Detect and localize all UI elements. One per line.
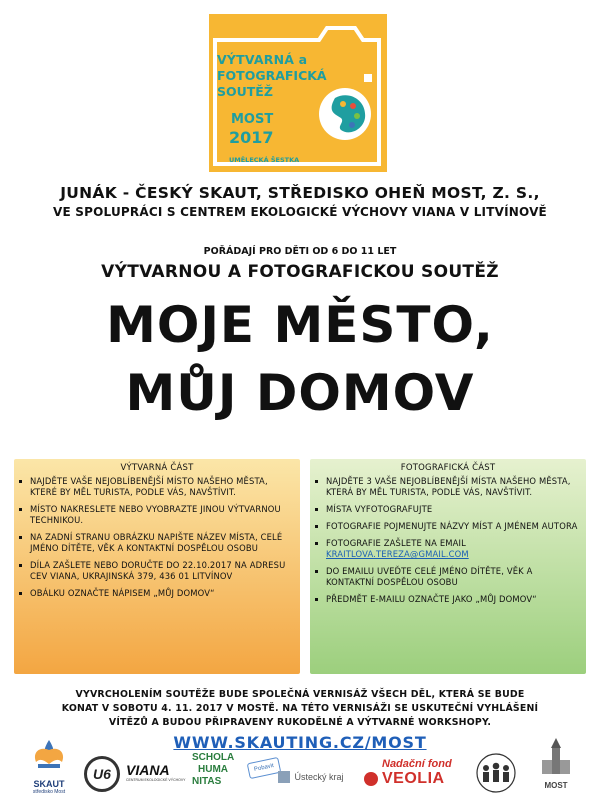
list-item <box>314 476 580 498</box>
organizer-heading: JUNÁK - ČESKÝ SKAUT, STŘEDISKO OHEŇ MOST, Z. S., <box>60 184 540 202</box>
family-circle-icon <box>468 752 524 794</box>
main-title-line1: MOJE MĚSTO, <box>106 296 494 354</box>
logo-line4: MOST <box>231 112 274 127</box>
age-subheading: POŘÁDAJÍ PRO DĚTI OD 6 DO 11 LET <box>203 246 397 257</box>
schola-text: SCHOLA <box>192 752 235 763</box>
ustecky-kraj-logo <box>278 768 358 786</box>
logo-line3: SOUTĚŽ <box>217 84 273 99</box>
veolia-text: VEOLIA <box>382 770 445 787</box>
logo-line1: VÝTVARNÁ a <box>217 52 308 67</box>
closing-paragraph <box>44 688 556 730</box>
list-item <box>18 560 294 582</box>
list-item-text: NAJDĚTE VAŠE NEJOBLÍBENĚJŠÍ MÍSTO NAŠEHO MĚSTA, KTERÉ BY MĚL TURISTA, PODLE VÁS, NAVŠTÍVIT. <box>30 476 268 497</box>
list-item <box>18 532 294 554</box>
list-item <box>18 476 294 498</box>
list-item-text: MÍSTO NAKRESLETE NEBO VYOBRAZTE JINOU VÝTVARNOU TECHNIKOU. <box>30 504 281 525</box>
photo-section-heading: FOTOGRAFICKÁ ČÁST <box>400 463 496 473</box>
nadacni-fond-text: Nadační fond <box>382 758 452 770</box>
skaut-logo <box>24 738 74 796</box>
skaut-logo-subtext: středisko Most <box>32 789 66 795</box>
list-item-text: NAJDĚTE 3 VAŠE NEJOBLÍBENĚJŠÍ MÍSTA NAŠEHO MĚSTA, KTERÁ BY MĚL TURISTA, PODLE VÁS, NAVŠTÍVIT. <box>326 476 571 497</box>
skaut-lily-icon <box>24 738 74 774</box>
viana-logo-subtext: CENTRUM EKOLOGICKÉ VÝCHOVY <box>126 778 186 782</box>
schola-text: NITAS <box>192 776 222 787</box>
photo-rules-list <box>314 476 580 611</box>
church-tower-icon <box>536 738 576 776</box>
bullet-icon <box>19 508 22 511</box>
list-item-text: DÍLA ZAŠLETE NEBO DORUČTE DO 22.10.2017 NA ADRESU CEV VIANA, UKRAJINSKÁ 379, 436 01 LITVÍNOV <box>30 560 286 581</box>
list-item-text: FOTOGRAFIE ZAŠLETE NA EMAIL <box>326 538 466 548</box>
most-city-logo <box>528 738 584 796</box>
list-item-text: NA ZADNÍ STRANU OBRÁZKU NAPIŠTE NÁZEV MÍSTA, CELÉ JMÉNO DÍTĚTE, VĚK A KONTAKTNÍ DOSPĚLOU OSOBU <box>30 532 283 553</box>
closing-line: VÍTĚZŮ A BUDOU PŘIPRAVENY RUKODĚLNÉ A VÝTVARNÉ WORKSHOPY. <box>108 717 492 728</box>
bullet-icon <box>19 592 22 595</box>
photo-section-box <box>310 459 586 674</box>
competition-logo <box>209 14 387 172</box>
bullet-icon <box>315 542 318 545</box>
closing-line: VYVRCHOLENÍM SOUTĚŽE BUDE SPOLEČNÁ VERNISÁŽ VŠECH DĚL, KTERÁ SE BUDE <box>75 689 525 700</box>
art-section-heading: VÝTVARNÁ ČÁST <box>120 463 194 473</box>
list-item <box>314 521 580 532</box>
logo-line6: UMĚLECKÁ ŠESTKA <box>229 156 300 164</box>
art-section-box <box>14 459 300 674</box>
ustecky-kraj-text: Ústecký kraj <box>294 771 344 782</box>
competition-heading: VÝTVARNOU A FOTOGRAFICKOU SOUTĚŽ <box>101 262 499 282</box>
veolia-mark-icon <box>364 772 378 786</box>
u6-logo: U6 <box>84 756 120 792</box>
art-rules-list <box>18 476 294 605</box>
bullet-icon <box>315 570 318 573</box>
bullet-icon <box>19 564 22 567</box>
list-item-text: FOTOGRAFIE POJMENUJTE NÁZVY MÍST A JMÉNEM AUTORA <box>326 521 578 531</box>
kraj-flag-icon <box>278 771 290 783</box>
list-item-text: PŘEDMĚT E-MAILU OZNAČTE JAKO „MŮJ DOMOV“ <box>326 594 537 604</box>
logo-line2: FOTOGRAFICKÁ <box>217 68 327 83</box>
list-item-text: OBÁLKU OZNAČTE NÁPISEM „MŮJ DOMOV“ <box>30 588 215 598</box>
bullet-icon <box>315 598 318 601</box>
cooperation-heading: VE SPOLUPRÁCI S CENTREM EKOLOGICKÉ VÝCHOVY VIANA V LITVÍNOVĚ <box>53 205 547 219</box>
schola-humanitas-logo <box>192 752 244 794</box>
closing-line: KONAT V SOBOTU 4. 11. 2017 V MOSTĚ. NA TÉTO VERNISÁŽI SE USKUTEČNÍ VYHLÁŠENÍ <box>61 703 539 714</box>
skaut-logo-text: SKAUT <box>33 779 65 789</box>
viana-logo-text: VIANA <box>126 762 170 778</box>
bullet-icon <box>315 525 318 528</box>
list-item <box>18 588 294 599</box>
bullet-icon <box>315 480 318 483</box>
website-link[interactable]: WWW.SKAUTING.CZ/MOST <box>173 733 427 752</box>
schola-text: HUMA <box>198 764 228 775</box>
bullet-icon <box>19 536 22 539</box>
veolia-logo <box>364 758 468 794</box>
viana-logo <box>126 762 186 792</box>
list-item-text: DO EMAILU UVEĎTE CELÉ JMÉNO DÍTĚTE, VĚK A KONTAKTNÍ DOSPĚLOU OSOBU <box>326 566 533 587</box>
pobavit-logo: Pobavit <box>247 757 282 779</box>
list-item <box>18 504 294 526</box>
list-item <box>314 566 580 588</box>
bullet-icon <box>315 508 318 511</box>
bullet-icon <box>19 480 22 483</box>
list-item <box>314 538 580 560</box>
list-item <box>314 594 580 605</box>
main-title-line2: MŮJ DOMOV <box>125 364 475 422</box>
most-logo-text: MOST <box>544 781 568 790</box>
list-item-text: MÍSTA VYFOTOGRAFUJTE <box>326 504 433 514</box>
logo-line5: 2017 <box>229 128 274 147</box>
email-link[interactable]: KRAITLOVA.TEREZA@GMAIL.COM <box>326 549 469 559</box>
list-item <box>314 504 580 515</box>
